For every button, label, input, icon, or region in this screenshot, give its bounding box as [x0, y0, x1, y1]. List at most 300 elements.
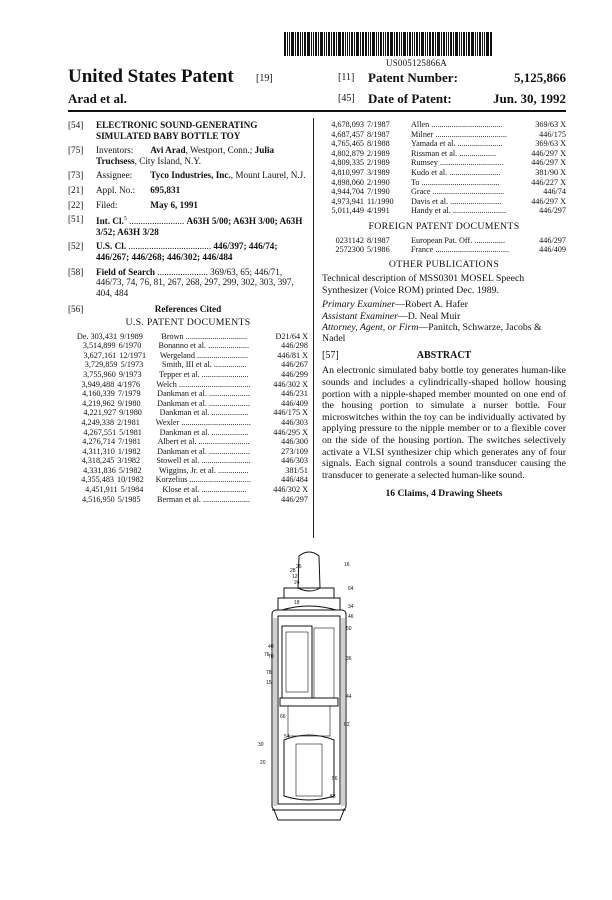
- ref-number: 4,451,911: [85, 485, 118, 495]
- barcode-bar: [320, 32, 323, 56]
- barcode-bar: [378, 32, 379, 56]
- ref-name: Yamada et al. ......................: [411, 139, 503, 149]
- barcode-bar: [385, 32, 386, 56]
- int-cl-field: [68, 214, 308, 237]
- appl-no-field: [68, 185, 308, 196]
- appl-number: 695,831: [150, 184, 181, 195]
- ref-class: 446/295 X: [273, 427, 308, 437]
- field-of-search: [68, 267, 308, 299]
- barcode-bar: [401, 32, 402, 56]
- references-heading: References Cited: [154, 304, 222, 315]
- header-divider: [68, 110, 566, 112]
- ref-name: Bonanno et al. ....................: [158, 341, 250, 351]
- ref-name: Klose et al. ......................: [162, 485, 247, 495]
- ref-name: Davis et al. .........................: [411, 196, 502, 206]
- ref-name: Dankman et al. ....................: [157, 398, 250, 408]
- reference-row: [68, 475, 308, 485]
- ref-date: 2/1990: [367, 177, 390, 187]
- barcode-bar: [441, 32, 442, 56]
- barcode-bar: [461, 32, 462, 56]
- barcode-bar: [453, 32, 454, 56]
- drawing-ref-numeral: 36: [346, 656, 352, 662]
- ref-class: 446/231: [281, 389, 308, 399]
- drawing-ref-numeral: 20: [260, 760, 266, 766]
- us-patent-list-right: [322, 120, 566, 216]
- ref-number: 4,331,836: [83, 465, 116, 475]
- ref-date: 7/1979: [117, 389, 141, 399]
- ref-class: 446/409: [281, 398, 308, 408]
- barcode-bar: [437, 32, 440, 56]
- patent-number: 5,125,866: [514, 70, 566, 85]
- barcode-bar: [455, 32, 458, 56]
- ref-number: 4,516,950: [82, 494, 115, 504]
- date-of-patent: Jun. 30, 1992: [493, 91, 566, 106]
- search-values: 369/63, 65; 446/71, 446/73, 74, 76, 81, 267, 268, 297, 299, 302, 303, 397, 404, 484: [96, 266, 294, 298]
- field-code: [75]: [68, 145, 84, 156]
- ref-number: 4,678,093: [331, 120, 364, 129]
- barcode-bar: [448, 32, 449, 56]
- ref-class: 446/227 X: [531, 177, 566, 187]
- ref-date: 7/1981: [118, 437, 141, 447]
- ref-number: 0231142: [335, 235, 364, 245]
- ref-number: 3,755,960: [83, 369, 116, 379]
- reference-row: [322, 197, 566, 207]
- drawing-ref-numeral: 40: [268, 644, 274, 650]
- ref-class: 273/109: [281, 446, 308, 456]
- drawing-ref-numeral: 70: [268, 654, 274, 660]
- field-code: [52]: [68, 241, 84, 252]
- ref-class: 446/297 X: [531, 158, 566, 168]
- reference-row: [68, 428, 308, 438]
- ref-date: 9/1980: [117, 398, 141, 408]
- ref-number: 4,276,714: [82, 437, 116, 447]
- baby-bottle-drawing: [244, 548, 374, 830]
- barcode-bar: [477, 32, 478, 56]
- barcode-bar: [315, 32, 317, 56]
- title-ref-code: [19]: [256, 73, 273, 84]
- ref-class: 446/409: [539, 245, 566, 255]
- field-code: [56]: [68, 304, 84, 315]
- drawing-ref-numeral: 18: [294, 600, 300, 606]
- assistant-examiner: —D. Neal Muir: [397, 310, 461, 322]
- drawing-ref-numeral: 12: [292, 574, 298, 580]
- filed-date: May 6, 1991: [150, 199, 199, 210]
- document-title: United States Patent: [68, 66, 234, 87]
- barcode-bar: [419, 32, 420, 56]
- barcode-bar: [297, 32, 299, 56]
- barcode-bar: [383, 32, 384, 56]
- barcode-bar: [466, 32, 467, 56]
- barcode-bar: [300, 32, 301, 56]
- barcode-bar: [486, 32, 489, 56]
- reference-row: [322, 245, 566, 255]
- ref-class: 446/175: [539, 129, 566, 139]
- left-column: [68, 120, 308, 504]
- barcode-bar: [482, 32, 483, 56]
- drawing-ref-numeral: 15: [266, 680, 272, 686]
- ref-number: 3,627,161: [83, 350, 117, 360]
- drawing-ref-numeral: 30: [258, 742, 264, 748]
- barcode-bar: [349, 32, 350, 56]
- reference-row: [68, 408, 308, 418]
- ref-name: Milner ...................................: [411, 129, 507, 139]
- ref-class: 446/299: [281, 369, 308, 379]
- ref-name: France ....................................: [411, 245, 510, 255]
- int-cl-edition: 5: [123, 216, 127, 223]
- ref-date: 4/1991: [367, 206, 390, 216]
- ref-number: 4,249,338: [81, 417, 115, 427]
- ref-name: Stowell et al. ........................: [156, 456, 251, 466]
- ref-number: 5,011,449: [331, 206, 364, 216]
- barcode-bar: [463, 32, 465, 56]
- date-code: [45]: [338, 93, 355, 104]
- reference-row: [68, 485, 308, 495]
- ref-date: 8/1988: [367, 139, 390, 149]
- ref-number: 3,729,859: [84, 360, 118, 370]
- drawing-ref-numeral: 58: [330, 794, 336, 800]
- reference-row: [68, 360, 308, 370]
- ref-date: 6/1970: [118, 341, 142, 351]
- barcode-bar: [295, 32, 296, 56]
- barcode-bar: [351, 32, 353, 56]
- ref-class: 446/302 X: [273, 379, 308, 389]
- reference-row: [322, 206, 566, 216]
- ref-date: 8/1987: [367, 235, 390, 245]
- ref-number: 4,267,551: [83, 427, 117, 437]
- field-code: [73]: [68, 170, 84, 181]
- barcode-bar: [380, 32, 382, 56]
- other-publication: Technical description of MSS0301 MOSEL Speech Synthesizer (Voice ROM) printed Dec. 1989.: [322, 273, 525, 296]
- barcode-bar: [484, 32, 485, 56]
- other-publications-heading: OTHER PUBLICATIONS: [388, 258, 500, 270]
- ref-number: 4,355,483: [81, 475, 114, 485]
- leader-dots: ....................................: [126, 241, 214, 252]
- abstract-text: An electronic simulated baby bottle toy generates human-like sounds and includes a cylindrically-shaped hollow housing portion with a nipple-shaped member mounted on one end of the housing portion to simulate a nurser bottle. Four microswitches within the toy can be individually activated by applying pressure to the nipple member or to a flexible cover on the side of the housing portion. The switches selectively activate a VLSI synthesizer chip which generates any of four signals. Each signal controls a sound transducer causing the transducer to generate a selected human-like sound.: [322, 365, 566, 481]
- barcode-bar: [287, 32, 288, 56]
- ref-date: 5/1985: [117, 494, 141, 504]
- barcode-bar: [435, 32, 436, 56]
- barcode-bar: [409, 32, 411, 56]
- ref-number: 4,810,997: [331, 167, 364, 177]
- reference-row: [68, 495, 308, 505]
- inventor-location: , Westport, Conn.;: [185, 145, 255, 156]
- ref-name: Tepper et al. .......................: [159, 369, 249, 379]
- ref-class: 446/267: [281, 360, 308, 370]
- document-id: US005125866A: [386, 58, 447, 68]
- reference-row: [322, 139, 566, 149]
- barcode-bar: [324, 32, 325, 56]
- ref-class: 369/63 X: [535, 120, 566, 129]
- drawing-ref-numeral: 24: [294, 580, 300, 586]
- ref-name: Korzelius ..............................: [155, 475, 251, 485]
- ref-name: European Pat. Off. ...............: [411, 235, 505, 245]
- ref-name: Wergeland .........................: [159, 350, 249, 360]
- assignee-field: [68, 170, 308, 181]
- attorney: —Panitch, Schwarze, Jacobs & Nadel: [322, 321, 542, 345]
- foreign-patents-heading: FOREIGN PATENT DOCUMENTS: [368, 220, 520, 232]
- ref-name: Welch ...................................: [156, 379, 251, 389]
- reference-row: [322, 149, 566, 159]
- ref-class: 446/297: [281, 494, 308, 504]
- drawing-ref-numeral: 50: [346, 626, 352, 632]
- field-label: Field of Search: [96, 266, 156, 277]
- drawing-ref-numeral: 62: [344, 722, 350, 728]
- reference-row: [322, 236, 566, 246]
- barcode-bar: [313, 32, 314, 56]
- ref-class: 446/484: [281, 475, 308, 485]
- title-field: [68, 120, 308, 141]
- ref-number: 2572300: [335, 245, 364, 255]
- drawing-ref-numeral: 16: [344, 562, 350, 568]
- barcode-bar: [387, 32, 389, 56]
- ref-class: 446/303: [281, 456, 308, 466]
- field-code: [58]: [68, 266, 84, 277]
- ref-name: Grace ...................................: [411, 187, 505, 197]
- drawing-ref-numeral: 78: [266, 670, 272, 676]
- abstract-heading: [322, 351, 566, 362]
- barcode-bar: [407, 32, 408, 56]
- barcode-bar: [412, 32, 413, 56]
- drawing-ref-numeral: 76: [264, 652, 270, 658]
- ref-number: 4,802,879: [331, 148, 364, 158]
- ref-name: Brown ..............................: [161, 331, 248, 341]
- reference-row: [68, 389, 308, 399]
- ref-number: 4,219,962: [82, 398, 115, 408]
- barcode-bar: [360, 32, 361, 56]
- barcode-bar: [390, 32, 393, 56]
- invention-title: ELECTRONIC SOUND-GENERATING SIMULATED BABY BOTTLE TOY: [96, 120, 258, 141]
- ref-class: 381/51: [285, 465, 308, 475]
- barcode-bar: [421, 32, 424, 56]
- drawing-ref-numeral: 28: [290, 568, 296, 574]
- field-code: [22]: [68, 199, 84, 210]
- patent-number-label: Patent Number:: [368, 70, 458, 85]
- ref-class: 446/297: [539, 206, 566, 216]
- ref-date: 7/1990: [367, 187, 390, 197]
- leader-dots: ......................: [155, 266, 211, 277]
- column-divider: [313, 118, 314, 538]
- field-label: Filed:: [96, 199, 118, 210]
- ref-number: 3,949,488: [81, 379, 115, 389]
- barcode-bar: [365, 32, 367, 56]
- barcode-bar: [372, 32, 375, 56]
- ref-date: 11/1990: [367, 196, 394, 206]
- barcode-bar: [399, 32, 400, 56]
- barcode-bar: [396, 32, 398, 56]
- field-code: [51]: [68, 214, 84, 225]
- barcode-bar: [356, 32, 359, 56]
- barcode-bar: [289, 32, 290, 56]
- ref-class: 446/298: [281, 341, 308, 351]
- ref-name: To ......................................: [411, 177, 500, 187]
- reference-row: [68, 332, 308, 342]
- reference-row: [68, 351, 308, 361]
- ref-class: 446/175 X: [273, 408, 308, 418]
- us-patents-heading: U.S. PATENT DOCUMENTS: [125, 316, 251, 328]
- ref-class: D21/64 X: [275, 331, 308, 341]
- right-column: [322, 120, 566, 500]
- ref-date: 9/1980: [119, 408, 142, 418]
- drawing-ref-numeral: 46: [348, 614, 354, 620]
- reference-row: [322, 158, 566, 168]
- barcode-bar: [328, 32, 330, 56]
- barcode-bar: [432, 32, 434, 56]
- reference-row: [322, 187, 566, 197]
- field-label: U.S. Cl.: [96, 241, 127, 252]
- ref-name: Handy et al. ..........................: [411, 206, 507, 216]
- drawing-ref-numeral: 34: [348, 604, 354, 610]
- ref-number: 4,311,310: [82, 446, 115, 456]
- ref-class: 446/74: [543, 187, 566, 197]
- ref-class: 446/300: [281, 437, 308, 447]
- barcode-bar: [394, 32, 395, 56]
- barcode-bar: [368, 32, 369, 56]
- barcode-bar: [362, 32, 364, 56]
- reference-row: [322, 130, 566, 140]
- filed-field: [68, 200, 308, 211]
- barcode-bar: [326, 32, 327, 56]
- reference-row: [68, 370, 308, 380]
- ref-date: 2/1981: [117, 417, 140, 427]
- drawing-ref-numeral: 66: [280, 714, 286, 720]
- drawing-ref-numeral: 64: [348, 586, 354, 592]
- barcode-bar: [307, 32, 310, 56]
- field-label: Int. Cl.: [96, 216, 124, 227]
- ref-date: 2/1989: [367, 158, 390, 168]
- reference-row: [68, 437, 308, 447]
- ref-date: 5/1986: [367, 245, 390, 255]
- primary-examiner: —Robert A. Hafer: [395, 299, 468, 311]
- reference-row: [68, 399, 308, 409]
- references-title: [68, 304, 308, 315]
- barcode-bar: [446, 32, 447, 56]
- ref-number: De. 303,431: [76, 331, 118, 341]
- barcode-bar: [425, 32, 426, 56]
- ref-date: 7/1987: [367, 120, 390, 129]
- us-cl-values: 446/397; 446/74; 446/267; 446/268; 446/302; 446/484: [96, 241, 278, 262]
- barcode-bar: [338, 32, 341, 56]
- ref-name: Dankman et al. ..................: [159, 408, 249, 418]
- inventor-short: Arad et al.: [68, 91, 127, 106]
- barcode-bar: [318, 32, 319, 56]
- barcode-bar: [479, 32, 481, 56]
- ref-number: 4,944,704: [331, 187, 364, 197]
- ref-name: Rumsey ...............................: [411, 158, 504, 168]
- ref-number: 4,687,457: [331, 129, 364, 139]
- barcode: [284, 32, 556, 56]
- drawing-ref-numeral: 54: [284, 734, 290, 740]
- ref-date: 12/1971: [119, 350, 147, 360]
- field-label: Assignee:: [96, 170, 133, 181]
- barcode-bar: [354, 32, 355, 56]
- ref-number: 4,160,339: [82, 389, 115, 399]
- ref-class: 446/81 X: [277, 350, 308, 360]
- ref-date: 3/1982: [117, 456, 141, 466]
- ref-date: 3/1989: [367, 167, 390, 177]
- examiners-block: [322, 299, 566, 345]
- ref-number: 4,898,060: [331, 177, 364, 187]
- attorney-label: Attorney, Agent, or Firm: [322, 321, 419, 333]
- ref-date: 5/1973: [120, 360, 144, 370]
- reference-row: [68, 380, 308, 390]
- us-cl-field: [68, 241, 308, 262]
- barcode-bar: [414, 32, 415, 56]
- field-label: Appl. No.:: [96, 184, 136, 195]
- barcode-bar: [403, 32, 406, 56]
- ref-number: 4,809,335: [331, 158, 364, 168]
- reference-row: [322, 178, 566, 188]
- ref-name: Berman et al. .......................: [157, 494, 251, 504]
- barcode-bar: [336, 32, 337, 56]
- drawing-ref-numeral: 56: [332, 776, 338, 782]
- field-code: [21]: [68, 184, 84, 195]
- inventor-name: Julia Truchsess: [96, 145, 275, 166]
- ref-class: 381/90 X: [535, 167, 566, 177]
- barcode-bar: [291, 32, 294, 56]
- ref-name: Kudo et al. .........................: [411, 167, 501, 177]
- ref-date: 10/1982: [117, 475, 144, 485]
- drawing-ref-numeral: 26: [296, 564, 302, 570]
- ref-class: 446/297 X: [531, 148, 566, 158]
- ref-date: 5/1981: [119, 427, 142, 437]
- ref-name: Albert et al. .........................: [157, 437, 250, 447]
- ref-date: 4/1976: [117, 379, 141, 389]
- ref-name: Dankman et al. ....................: [157, 389, 250, 399]
- ref-date: 1/1982: [117, 446, 141, 456]
- barcode-bar: [471, 32, 474, 56]
- ref-name: Allen ...................................: [411, 120, 503, 129]
- reference-row: [322, 168, 566, 178]
- date-label: Date of Patent:: [368, 91, 452, 106]
- barcode-bar: [347, 32, 348, 56]
- inventor-location: , City Island, N.Y.: [134, 155, 202, 166]
- barcode-bar: [331, 32, 332, 56]
- ref-date: 5/1982: [118, 465, 142, 475]
- primary-examiner-label: Primary Examiner: [322, 299, 396, 311]
- barcode-bar: [304, 32, 306, 56]
- drawing-ref-numeral: 44: [346, 694, 352, 700]
- field-code: [57]: [322, 349, 339, 361]
- assignee-location: , Mount Laurel, N.J.: [230, 170, 306, 181]
- leader-dots: ........................: [126, 216, 187, 227]
- ref-number: 4,973,941: [331, 196, 364, 206]
- ref-name: Wiggins, Jr. et al. ...............: [158, 465, 249, 475]
- abstract-title: ABSTRACT: [416, 349, 472, 361]
- barcode-bar: [302, 32, 303, 56]
- barcode-bar: [311, 32, 312, 56]
- ref-class: 446/302 X: [273, 485, 308, 495]
- ref-number: 4,318,245: [81, 456, 115, 466]
- reference-row: [68, 447, 308, 457]
- ref-date: 2/1989: [367, 148, 390, 158]
- field-label: Inventors:: [96, 145, 134, 156]
- ref-class: 446/297: [539, 235, 566, 245]
- ref-number: 4,765,465: [331, 139, 364, 149]
- reference-row: [68, 456, 308, 466]
- patent-number-code: [11]: [338, 72, 355, 83]
- reference-row: [68, 341, 308, 351]
- barcode-bar: [345, 32, 346, 56]
- ref-name: Smith, III et al. ................: [162, 360, 247, 370]
- barcode-bar: [376, 32, 377, 56]
- ref-class: 369/63 X: [535, 139, 566, 149]
- ref-date: 5/1984: [120, 485, 144, 495]
- reference-row: [68, 418, 308, 428]
- barcode-bar: [429, 32, 431, 56]
- barcode-bar: [475, 32, 476, 56]
- assignee-name: Tyco Industries, Inc.: [150, 170, 231, 181]
- ref-number: 4,221,927: [83, 408, 117, 418]
